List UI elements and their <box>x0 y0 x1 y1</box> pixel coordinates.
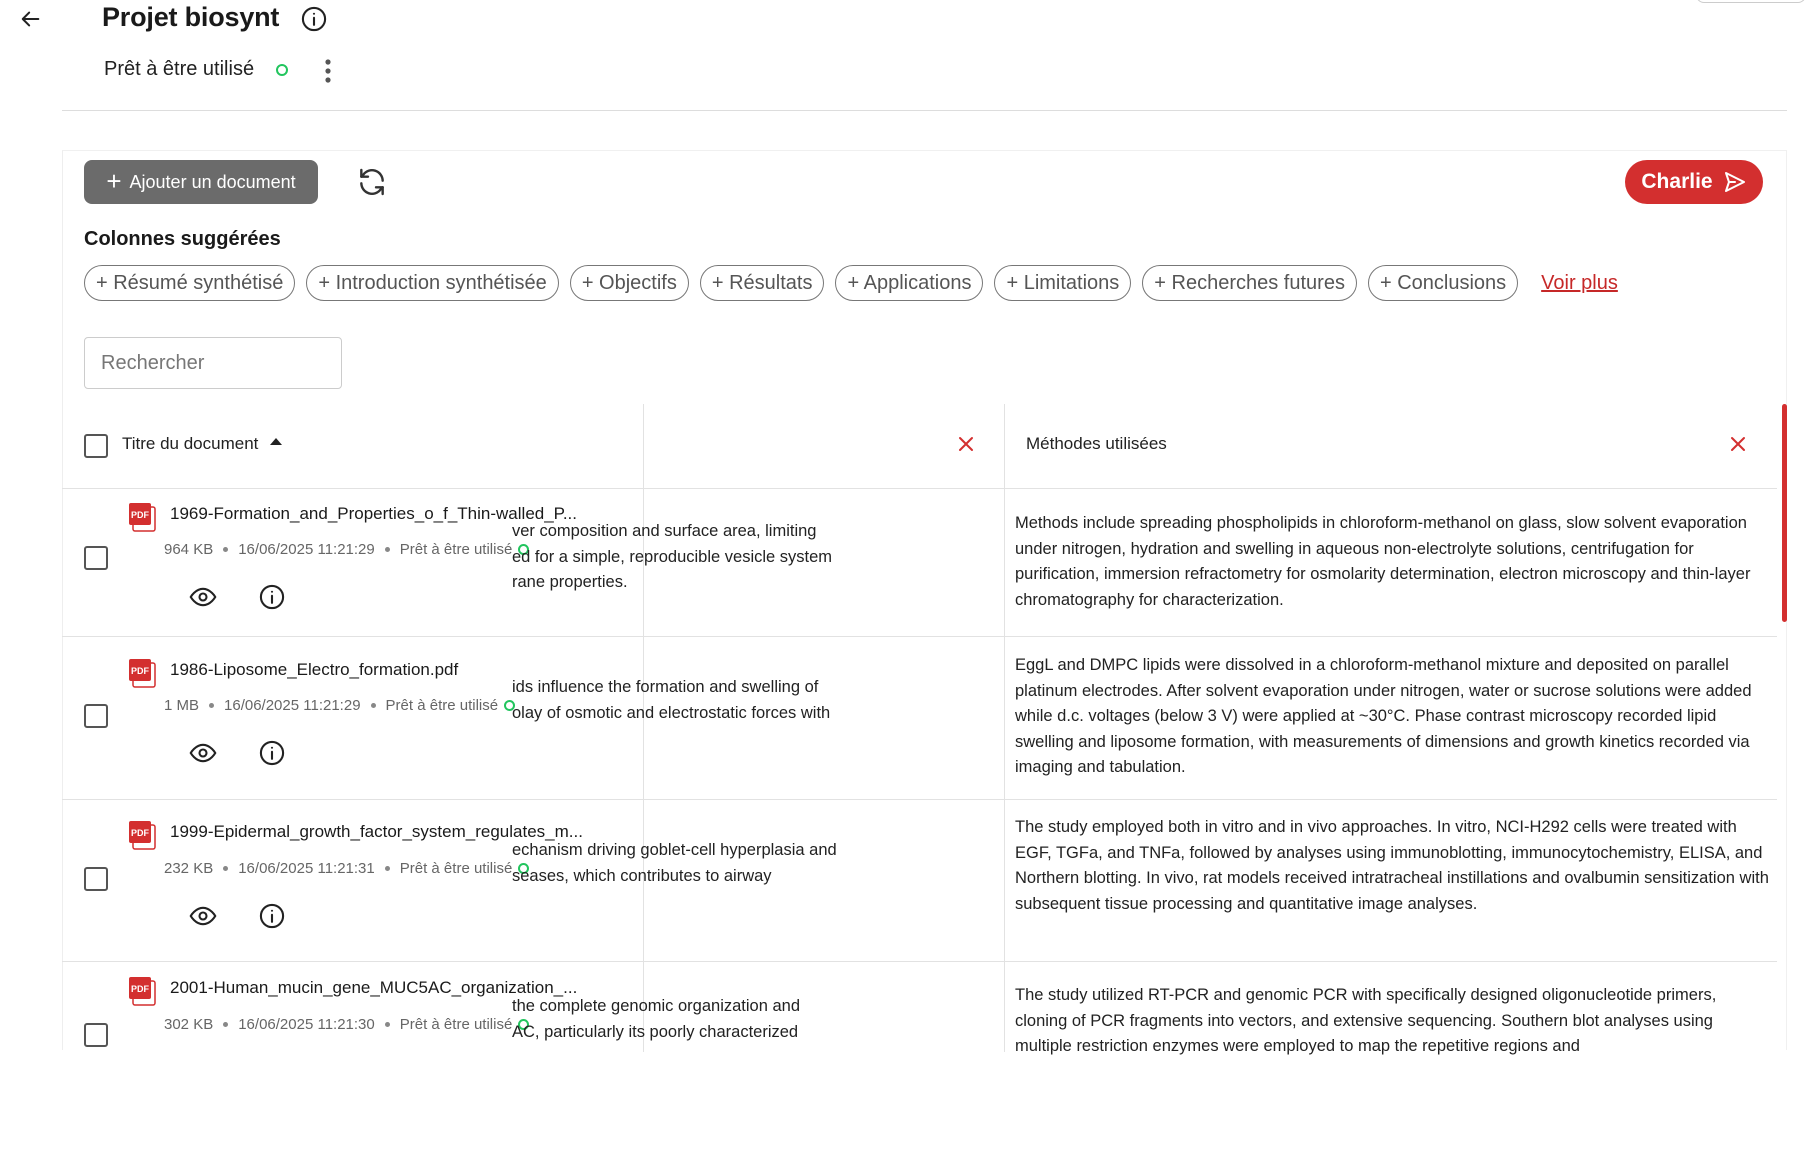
info-icon[interactable] <box>300 5 328 33</box>
chip-resultats[interactable]: + Résultats <box>700 265 825 301</box>
summary-cell: ver composition and surface area, limiting ed for a simple, reproducible vesicle system rane properties. <box>512 522 833 591</box>
file-size: 1 MB <box>164 697 200 714</box>
documents-table <box>62 404 1787 1055</box>
voir-plus-link[interactable]: Voir plus <box>1541 271 1618 294</box>
back-button[interactable] <box>18 6 44 32</box>
more-options-icon[interactable] <box>318 56 338 86</box>
upload-date: 16/06/2025 11:21:31 <box>238 860 375 877</box>
remove-column-icon[interactable] <box>957 435 975 453</box>
chip-applications[interactable]: + Applications <box>835 265 983 301</box>
upload-date: 16/06/2025 11:21:29 <box>224 697 361 714</box>
upload-date: 16/06/2025 11:21:29 <box>238 541 375 558</box>
pdf-icon <box>128 820 158 850</box>
chip-introduction[interactable]: + Introduction synthétisée <box>306 265 558 301</box>
add-document-button[interactable] <box>84 160 318 204</box>
row-divider <box>62 636 1777 637</box>
svg-text:PDF: PDF <box>131 984 149 994</box>
methods-cell: EggL and DMPC lipids were dissolved in a chloroform-methanol mixture and deposited on parallel platinum electrodes. After solvent evaporation under nitrogen, water or sucrose solutions were added while d.c. voltages (below 3 V) were applied at ~30°C. Phase contrast microscopy recorded lipid swelling and liposome formation, with measurements of dimensions and growth kinetics recorded via imaging and tabulation. <box>1015 656 1752 776</box>
methods-cell: The study utilized RT-PCR and genomic PCR with specifically designed oligonucleotide primers, cloning of PCR fragments into vectors, and extensive sequencing. Southern blot analyses using multiple restriction enzymes were employed to map the repetitive regions and <box>1015 986 1717 1055</box>
header-divider <box>62 110 1787 111</box>
column-header-title[interactable] <box>122 434 282 454</box>
column-header-methods[interactable]: Méthodes utilisées <box>1026 434 1167 453</box>
svg-text:PDF: PDF <box>131 828 149 838</box>
eye-icon[interactable] <box>189 739 217 767</box>
svg-text:PDF: PDF <box>131 510 149 520</box>
send-icon <box>1723 170 1747 194</box>
methods-cell: The study employed both in vitro and in vivo approaches. In vitro, NCI-H292 cells were treated with EGF, TGFa, and TNFa, followed by analyses using immunoblotting, immunocytochemistry, ELISA, and Northern blotting. In vivo, rat models received intratracheal instillations and ovalbumin sensitization with subsequent tissue processing and quantitative image analyses. <box>1015 818 1769 913</box>
document-name[interactable]: 2001-Human_mucin_gene_MUC5AC_organization_... <box>170 978 578 997</box>
add-document-label: Ajouter un document <box>129 171 296 192</box>
document-name[interactable]: 1986-Liposome_Electro_formation.pdf <box>170 660 459 679</box>
row-checkbox[interactable] <box>84 546 108 570</box>
svg-text:PDF: PDF <box>131 666 149 676</box>
charlie-label: Charlie <box>1641 170 1713 193</box>
document-name[interactable]: 1999-Epidermal_growth_factor_system_regulates_m... <box>170 822 583 841</box>
chip-recherches-futures[interactable]: + Recherches futures <box>1142 265 1357 301</box>
document-status: Prêt à être utilisé <box>399 1016 513 1033</box>
info-icon[interactable] <box>258 739 286 767</box>
sort-asc-icon[interactable] <box>270 438 282 445</box>
status-dot-icon <box>276 64 288 76</box>
document-meta <box>164 1016 529 1033</box>
project-status-label: Prêt à être utilisé <box>104 58 255 80</box>
charlie-button[interactable] <box>1625 160 1763 204</box>
eye-icon[interactable] <box>189 902 217 930</box>
document-meta <box>164 541 529 558</box>
chip-resume[interactable]: + Résumé synthétisé <box>84 265 295 301</box>
chip-objectifs[interactable]: + Objectifs <box>570 265 689 301</box>
arrow-left-icon <box>20 8 42 30</box>
chip-conclusions[interactable]: + Conclusions <box>1368 265 1518 301</box>
column-divider <box>1004 404 1005 1052</box>
chip-limitations[interactable]: + Limitations <box>994 265 1131 301</box>
document-meta <box>164 860 529 877</box>
top-right-button-edge[interactable] <box>1696 0 1806 3</box>
summary-cell: the complete genomic organization and AC, particularly its poorly characterized <box>512 997 801 1041</box>
file-size: 964 KB <box>164 541 214 558</box>
row-divider <box>62 961 1777 962</box>
pdf-icon <box>128 502 158 532</box>
summary-cell: ids influence the formation and swelling of olay of osmotic and electrostatic forces with <box>512 678 831 722</box>
summary-cell: echanism driving goblet-cell hyperplasia and seases, which contributes to airway <box>512 841 837 885</box>
pdf-icon <box>128 976 158 1006</box>
upload-date: 16/06/2025 11:21:30 <box>238 1016 375 1033</box>
suggested-columns-title: Colonnes suggérées <box>84 228 281 250</box>
column-header-title-label: Titre du document <box>122 434 259 453</box>
document-status: Prêt à être utilisé <box>399 860 513 877</box>
select-all-checkbox[interactable] <box>84 434 108 458</box>
document-status: Prêt à être utilisé <box>399 541 513 558</box>
project-status <box>104 58 288 81</box>
methods-cell: Methods include spreading phospholipids in chloroform-methanol on glass, slow solvent evaporation under nitrogen, hydration and swelling in aqueous non-electrolyte solutions, centrifugation for purification, immersion refractometry for osmolarity determination, electron microscopy and thin-layer chromatography for characterization. <box>1015 514 1751 609</box>
document-status: Prêt à être utilisé <box>385 697 499 714</box>
file-size: 302 KB <box>164 1016 214 1033</box>
document-name[interactable]: 1969-Formation_and_Properties_o_f_Thin-walled_P... <box>170 504 577 523</box>
document-meta <box>164 697 515 714</box>
remove-methods-column-icon[interactable] <box>1729 435 1747 453</box>
file-size: 232 KB <box>164 860 214 877</box>
row-checkbox[interactable] <box>84 1023 108 1047</box>
row-checkbox[interactable] <box>84 867 108 891</box>
row-checkbox[interactable] <box>84 704 108 728</box>
pdf-icon <box>128 658 158 688</box>
page-title: Projet biosynt <box>102 2 280 32</box>
eye-icon[interactable] <box>189 583 217 611</box>
row-divider <box>62 488 1777 489</box>
info-icon[interactable] <box>258 583 286 611</box>
search-input[interactable] <box>84 337 342 389</box>
plus-icon: + <box>106 166 122 196</box>
table-scrollbar[interactable] <box>1782 404 1787 622</box>
refresh-icon[interactable] <box>356 166 388 198</box>
row-divider <box>62 799 1777 800</box>
info-icon[interactable] <box>258 902 286 930</box>
suggested-columns-list <box>84 265 1618 301</box>
